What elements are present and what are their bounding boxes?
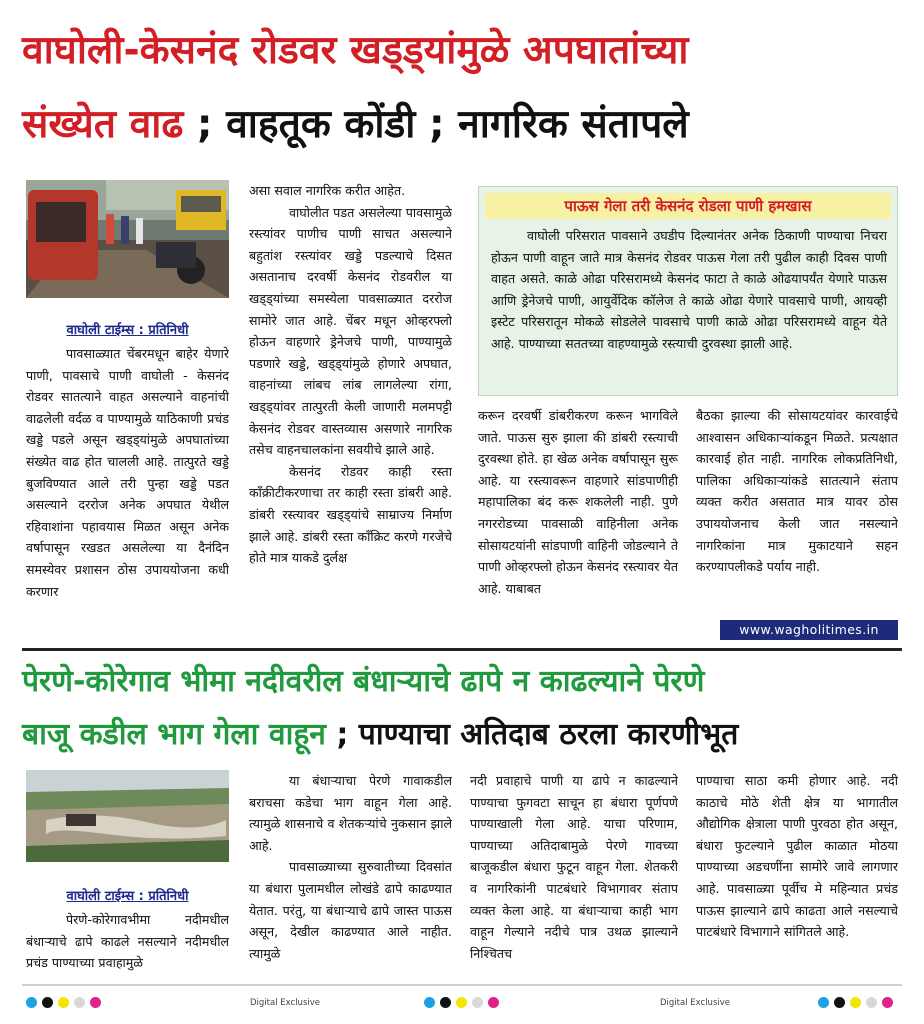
footer-label-right: Digital Exclusive: [660, 998, 730, 1008]
swatch-gray: [472, 997, 483, 1008]
article2-col2-lead: या बंधाऱ्याचा पेरणे गावाकडील बराचसा कडेचा भाग वाहून गेला आहे. त्यामुळे शासनाचे व शेतकऱ्यांचे नुकसान झाले आहे.: [249, 773, 452, 853]
article1-column-1: [26, 343, 229, 643]
article1-column-4: [696, 405, 898, 620]
article1-col3-text: करून दरवर्षी डांबरीकरण करून भागविले जाते. पाऊस सुरु झाला की डांबरी रस्त्याची दुरवस्था होते. हा खेळ अनेक वर्षापासून सुरू आहे. या रस्त्यावरून वाहणारे सांडपाणीही महापालिका बंद करू शकलेली नाही. पुणे नगररोडच्या पावसाळी वाहिनीला अनेक सोसायटयांनी सांडपाणी वाहिनी जोडल्याने ते पाणी ओव्हरफ्लो होऊन केसनंद रस्त्यावर येत आहे. याबाबत: [478, 408, 678, 596]
road-traffic-photo: [26, 180, 229, 298]
color-swatches-center: [424, 997, 514, 1009]
swatch-black: [834, 997, 845, 1008]
swatch-yellow: [850, 997, 861, 1008]
swatch-magenta: [882, 997, 893, 1008]
headline-1-line2-black: ; वाहतूक कोंडी ; नागरिक संतापले: [183, 102, 689, 147]
article2-col2-paragraph-1: पावसाळ्याच्या सुरुवातीच्या दिवसांत या बंधारा पुलामधील लोखंडे ढापे काढण्यात येतात. परंतु, या बंधाऱ्याचे ढापे जास्त पाऊस असून, देखील काढण्यात आले नाहीत. त्यामुळे: [249, 859, 452, 961]
article1-col2-lead: असा सवाल नागरिक करीत आहेत.: [249, 183, 406, 198]
article2-column-2: [249, 770, 452, 979]
footer-rule: [22, 984, 902, 986]
swatch-black: [42, 997, 53, 1008]
headline-2-line2: [22, 713, 902, 757]
headline-1-line2-red: संख्येत वाढ: [22, 102, 184, 147]
article1-col2-paragraph-1: वाघोलीत पडत असलेल्या पावसामुळे रस्त्यांवर पाणीच पाणी साचत असल्याने बहुतांश रस्त्यांवर खड्डे पडल्याचे दिसत असतानाच दरवर्षी केसनंद रोडवरील या खड्ड्यांच्या समस्येला पावसाळ्यात दररोज सामोरे जात आहे. चेंबर मधून ओव्हरफ्लो होऊन वाहणारे ड्रेनेजचे पाणी, पाण्यामुळे पडणारे खड्डे, खड्ड्यांमुळे होणारे अपघात, वाहनांच्या लांबच लांब लागलेल्या रांगा, खड्ड्यांवर तात्पुरती केली जाणारी मलमपट्टी केसनंद रोडवर वास्तव्यास असणारे नागरिक तसेच वाहनचालकांना सवयीचे झाले आहे.: [249, 204, 452, 458]
swatch-gray: [74, 997, 85, 1008]
footer-label-left: Digital Exclusive: [250, 998, 320, 1008]
article2-col3-text: नदी प्रवाहाचे पाणी या ढापे न काढल्याने पाण्याचा फुगवटा साचून हा बंधारा पूर्णपणे पाण्याखाली गेला आहे. याचा परिणाम, पाण्याच्या अतिदाबामुळे पेरणे गावच्या बाजूकडील बंधारा फुटून वाहून गेला. शेतकरी व नागरिकांनी पाटबंधारे विभागावर संताप व्यक्त केला आहे. या बंधाऱ्याचा काही भाग वाहून गेल्याने नदीचे पात्र उथळ झाल्याने निश्चितच: [470, 773, 678, 961]
article2-col4-text: पाण्याचा साठा कमी होणार आहे. नदी काठाचे मोठे शेती क्षेत्र या भागातील औद्योगिक क्षेत्राला पाणी पुरवठा होत असून, बंधारा फुटल्याने पुढील काळात मोठया पाण्याच्या अडचणींना सामोरे जावे लागणार आहे. पावसाळ्या पूर्वीच मे महिन्यात प्रचंड पाऊस झाल्याने ढापे काढता आले नसल्याचे पाटबंधारे विभागाने सांगितले आहे.: [696, 773, 898, 940]
swatch-cyan: [424, 997, 435, 1008]
section-divider: [22, 648, 902, 651]
headline-1-line2: [22, 94, 902, 156]
article1-col1-text: पावसाळ्यात चेंबरमधून बाहेर येणारे पाणी, पावसाचे पाणी वाघोली - केसनंद रोडवर सातत्याने वाहत असल्याने वाहनांची वाढलेली वर्दळ व पाण्यामुळे याठिकाणी प्रचंड खड्डे पडले असून खड्ड्यांमुळे अपघातांच्या संख्येत वाढ होत चालली आहे. तात्पुरते खड्डे बुजविण्यात आले तरी पुन्हा खड्डे पडत असल्याने दररोज अनेक अपघात येथील रहिवाशांना पहावयास मिळत असून अनेक वर्षापासून रखडत असलेल्या या दैनंदिन समस्येवर प्रशासन ठोस उपाययोजना कधी करणार: [26, 346, 229, 599]
swatch-magenta: [90, 997, 101, 1008]
article2-column-3: [470, 770, 678, 979]
headline-1-line1: वाघोली-केसनंद रोडवर खड्ड्यांमुळे अपघातांच्या: [22, 28, 689, 73]
sidebar-box: [478, 186, 898, 396]
swatch-cyan: [818, 997, 829, 1008]
article1-col2-paragraph-2: केसनंद रोडवर काही रस्ता काँक्रीटीकरणाचा तर काही रस्ता डांबरी आहे. डांबरी रस्त्यावर खड्ड्यांचे साम्राज्य निर्माण झाले आहे. डांबरी रस्ता काँक्रिट करणे गरजेचे होते मात्र याकडे दुर्लक्ष: [249, 463, 452, 566]
swatch-black: [440, 997, 451, 1008]
swatch-cyan: [26, 997, 37, 1008]
swatch-magenta: [488, 997, 499, 1008]
article1-col4-text: बैठका झाल्या की सोसायटयांवर कारवाईचे आश्वासन अधिकाऱ्यांकडून मिळते. प्रत्यक्षात कारवाई होत नाही. नागरिक लोकप्रतिनिधी, पालिका अधिकाऱ्यांकडे सातत्याने संताप व्यक्त करीत असतात मात्र यावर ठोस उपाययोजनाच केली जात नसल्याने नागरिकांना मात्र मुकाटयाने सहन करण्यापलीकडे पर्याय नाही.: [696, 408, 898, 575]
byline-2: वाघोली टाईम्स : प्रतिनिधी: [66, 889, 189, 904]
article1-column-3: [478, 405, 678, 643]
color-swatches-right: [818, 997, 908, 1009]
article2-column-4: [696, 770, 898, 979]
color-swatches-left: [26, 997, 116, 1009]
website-url[interactable]: www.wagholitimes.in: [720, 620, 898, 640]
swatch-yellow: [456, 997, 467, 1008]
sidebar-box-title: पाऊस गेला तरी केसनंद रोडला पाणी हमखास: [485, 193, 891, 219]
headline-2-line2-black: ; पाण्याचा अतिदाब ठरला कारणीभूत: [325, 717, 739, 752]
sidebar-box-body: वाघोली परिसरात पावसाने उघडीप दिल्यानंतर अनेक ठिकाणी पाण्याचा निचरा होऊन पाणी वाहून जाते मात्र केसनंद रोडवर पाऊस गेला तरी पुढील काही दिवस पाणी वाहत असते. काळे ओढा परिसरामध्ये केसनंद फाटा ते काळे ओढयापर्यंत येणारे पाऊस आणि ड्रेनेजचे पाणी, आयुर्वेदिक कॉलेज ते काळे ओढा येणारे पावसाचे पाणी, आयव्ही इस्टेट परिसरातून मोकळे सोडलेले पावसाचे पाणी काळे ओढा परिसरामध्ये वाहून येते आहे. पाण्याच्या सततच्या वाहण्यामुळे रस्त्याची दुरवस्था झाली आहे.: [491, 228, 887, 351]
article1-column-2: [249, 180, 452, 643]
headline-2-line2-green: बाजू कडील भाग गेला वाहून: [22, 717, 326, 752]
article2-col1-text: पेरणे-कोरेगावभीमा नदीमधील बंधाऱ्याचे ढापे काढले नसल्याने नदीमधील प्रचंड पाण्याच्या प्रवाहामुळे: [26, 912, 229, 971]
byline-1: वाघोली टाईम्स : प्रतिनिधी: [66, 323, 189, 338]
river-dam-photo: [26, 770, 229, 862]
headline-2-line1: पेरणे-कोरेगाव भीमा नदीवरील बंधाऱ्याचे ढापे न काढल्याने पेरणे: [22, 664, 705, 699]
article2-column-1: [26, 909, 229, 979]
swatch-gray: [866, 997, 877, 1008]
swatch-yellow: [58, 997, 69, 1008]
